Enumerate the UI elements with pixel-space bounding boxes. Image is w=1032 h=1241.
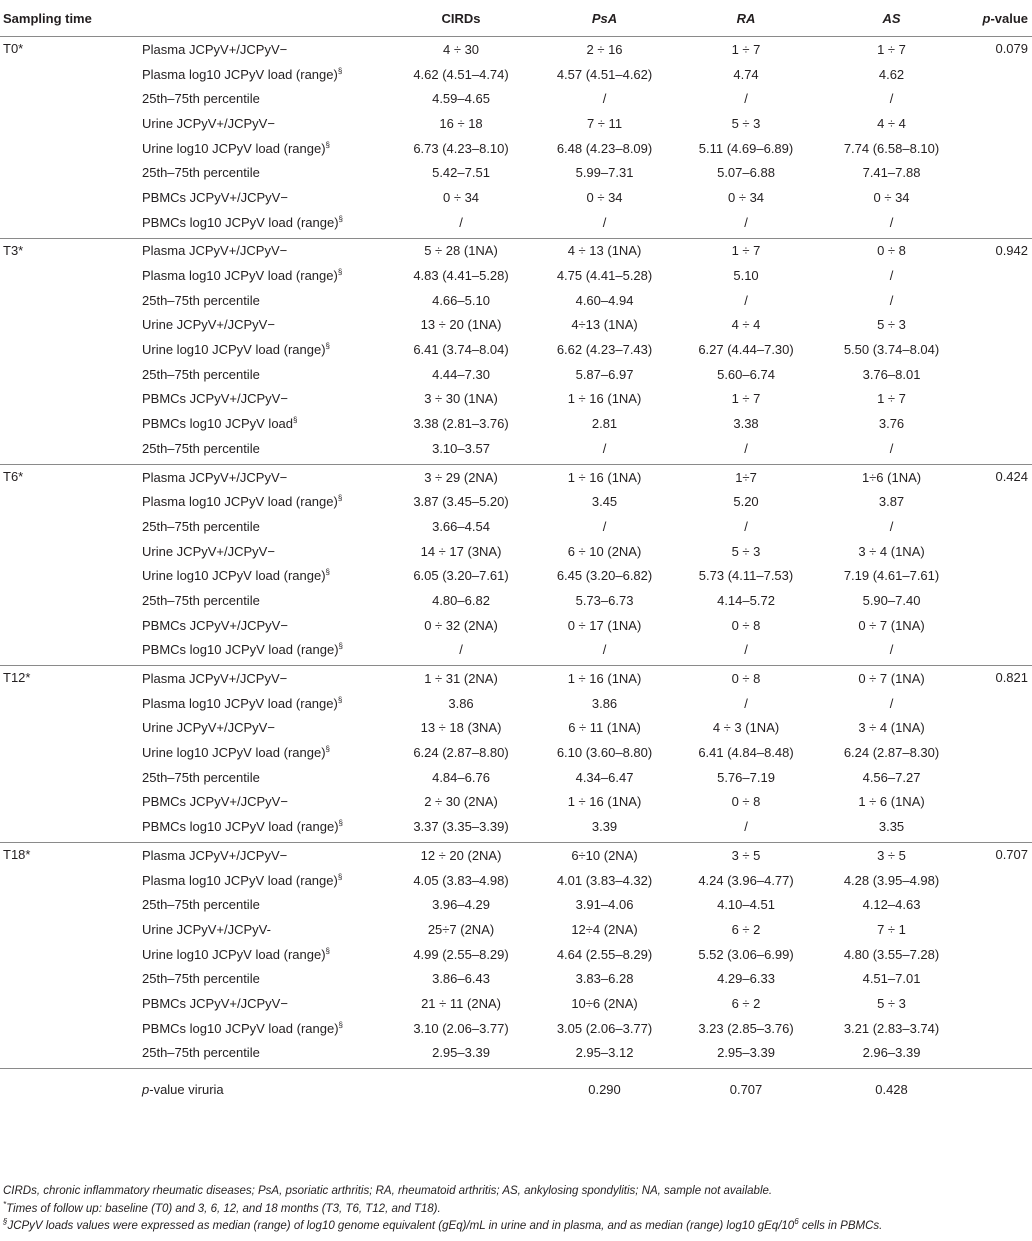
psa-cell: 2.95–3.12 [575, 1045, 634, 1061]
row-label: Plasma JCPyV+/JCPyV− [128, 666, 386, 691]
table-row [0, 37, 1032, 62]
as-cell: 3.35 [878, 819, 905, 835]
ra-cell: / [744, 518, 748, 534]
as-cell: 5 ÷ 3 [877, 317, 906, 333]
row-label: 25th–75th percentile [142, 518, 260, 534]
psa-cell: 4.34–6.47 [575, 769, 634, 785]
ra-cell: 5.10 [733, 268, 759, 284]
cirds-cell: 16 ÷ 18 [439, 115, 483, 131]
ra-cell: / [744, 91, 748, 107]
empty-cell [0, 1069, 128, 1110]
cirds-cell: 6.73 (4.23–8.10) [413, 140, 509, 156]
row-label: 25th–75th percentile [142, 366, 260, 382]
cirds-cell: 2 ÷ 30 (2NA) [424, 794, 498, 810]
footnotes [3, 1183, 1028, 1236]
as-cell: 4.80 (3.55–7.28) [843, 946, 940, 962]
table-row [0, 843, 1032, 868]
table-row [0, 716, 1032, 741]
psa-cell: 1 ÷ 16 (1NA) [536, 666, 673, 691]
cirds-cell: 3.86–6.43 [432, 971, 490, 987]
cirds-cell [386, 1069, 536, 1110]
footnote-abbreviations: CIRDs, chronic inflammatory rheumatic diseases; PsA, psoriatic arthritis; RA, rheumatoid arthritis; AS, ankylosing spondylitis; NA, sample not available. [3, 1185, 773, 1197]
table-row [0, 514, 1032, 539]
psa-cell: 6 ÷ 10 (2NA) [567, 543, 642, 559]
table-row [0, 436, 1032, 464]
psa-cell: 5.73–6.73 [575, 592, 634, 608]
row-label: PBMCs JCPyV+/JCPyV− [142, 794, 288, 810]
table-row [0, 86, 1032, 111]
psa-cell: 6.10 (3.60–8.80) [556, 745, 653, 761]
psa-cell: 6÷10 (2NA) [536, 843, 673, 868]
as-cell: / [889, 268, 894, 284]
ra-cell: 5.73 (4.11–7.53) [698, 568, 794, 584]
as-cell: 5.50 (3.74–8.04) [843, 342, 940, 358]
psa-cell: 4.57 (4.51–4.62) [556, 66, 653, 82]
cirds-cell: 6.41 (3.74–8.04) [413, 342, 509, 358]
ra-cell: 3.23 (2.85–3.76) [698, 1020, 794, 1036]
table-row [0, 638, 1032, 666]
cirds-cell: 3.87 (3.45–5.20) [413, 494, 509, 510]
table-row [0, 539, 1032, 564]
row-label: 25th–75th percentile [142, 897, 260, 913]
ra-cell: / [744, 440, 748, 456]
cirds-cell: 0 ÷ 34 [442, 189, 480, 205]
p-value-cell: 0.707 [964, 843, 1032, 1069]
table-row [0, 489, 1032, 514]
cirds-cell: 5 ÷ 28 (1NA) [386, 238, 536, 263]
sampling-time-cell: T18* [0, 843, 128, 1069]
psa-cell: 4.64 (2.55–8.29) [556, 946, 653, 962]
psa-cell: 4.75 (4.41–5.28) [556, 268, 653, 284]
ra-cell: 5.07–6.88 [717, 165, 775, 181]
ra-cell: 5.52 (3.06–6.99) [698, 946, 794, 962]
as-cell: / [889, 695, 894, 711]
as-cell: 3 ÷ 4 (1NA) [858, 720, 925, 736]
sampling-time-cell: T0* [3, 41, 24, 56]
viruria-row [0, 1069, 1032, 1110]
psa-cell: 1 ÷ 16 (1NA) [567, 391, 642, 407]
table-row [0, 613, 1032, 638]
psa-cell: 2 ÷ 16 [586, 41, 623, 57]
as-cell: 7.19 (4.61–7.61) [843, 568, 940, 584]
psa-cell: 10÷6 (2NA) [571, 995, 638, 1011]
psa-cell: 6 ÷ 11 (1NA) [568, 720, 641, 736]
table-row [0, 868, 1032, 893]
cirds-cell: 4.66–5.10 [432, 292, 490, 308]
ra-cell: 4.24 (3.96–4.77) [698, 872, 794, 888]
as-cell: 6.24 (2.87–8.30) [843, 745, 940, 761]
psa-cell: 12÷4 (2NA) [571, 921, 638, 937]
as-cell: 5.90–7.40 [862, 592, 921, 608]
ra-cell: / [744, 819, 748, 835]
footnote-times: *Times of follow up: baseline (T0) and 3, 6, 12, and 18 months (T3, T6, T12, and T18). [3, 1199, 441, 1215]
as-cell: 3.87 [878, 494, 905, 510]
ra-cell: 5.76–7.19 [717, 769, 775, 785]
as-cell: 2.96–3.39 [862, 1045, 921, 1061]
as-cell: / [889, 440, 894, 456]
table-row [0, 337, 1032, 362]
viruria-ra-value: 0.707 [673, 1069, 819, 1110]
ra-cell: 0 ÷ 8 [731, 617, 761, 633]
row-label: Urine JCPyV+/JCPyV− [142, 317, 275, 333]
p-value-cell: 0.821 [964, 666, 1032, 843]
footnote-loads: §JCPyV loads values were expressed as median (range) of log10 genome equivalent (gEq)/mL in urine and in plasma, and as median (range) log10 gEq/$10^6$ cells in PBMCs. [3, 1217, 883, 1232]
ra-cell: 6.27 (4.44–7.30) [698, 342, 794, 358]
ra-cell: 0 ÷ 8 [731, 794, 761, 810]
as-cell: 3.76–8.01 [862, 366, 921, 382]
table-row [0, 691, 1032, 716]
cirds-cell: 3.96–4.29 [432, 897, 490, 913]
as-cell: 1÷6 (1NA) [819, 464, 964, 489]
table-row [0, 136, 1032, 161]
cirds-cell: 3.10 (2.06–3.77) [413, 1020, 509, 1036]
ra-cell: 0 ÷ 34 [727, 189, 765, 205]
ra-cell: 4.29–6.33 [717, 971, 775, 987]
cirds-cell: 12 ÷ 20 (2NA) [386, 843, 536, 868]
header-as: AS [882, 10, 901, 26]
table-row [0, 563, 1032, 588]
table-row [0, 892, 1032, 917]
psa-cell: 4.60–4.94 [575, 292, 634, 308]
viruria-as-value: 0.428 [819, 1069, 964, 1110]
ra-cell: 1 ÷ 7 [731, 391, 761, 407]
table-row [0, 588, 1032, 613]
psa-cell: 3.83–6.28 [575, 971, 634, 987]
ra-cell: 0 ÷ 8 [673, 666, 819, 691]
ra-cell: / [744, 214, 748, 230]
psa-cell: 0 ÷ 34 [586, 189, 623, 205]
psa-cell: / [602, 440, 607, 456]
cirds-cell: 21 ÷ 11 (2NA) [421, 995, 501, 1011]
ra-cell: 6 ÷ 2 [731, 995, 761, 1011]
row-label: PBMCs log10 JCPyV load (range)§ [142, 642, 343, 658]
table-row [0, 991, 1032, 1016]
row-label: 25th–75th percentile [142, 91, 260, 107]
p-value-cell: 0.079 [995, 41, 1029, 56]
as-cell: 0 ÷ 7 (1NA) [819, 666, 964, 691]
cirds-cell: 3.37 (3.35–3.39) [413, 819, 509, 835]
ra-cell: 5 ÷ 3 [731, 115, 761, 131]
header-cirds: CIRDs [441, 10, 481, 26]
as-cell: / [889, 642, 894, 658]
cirds-cell: 13 ÷ 20 (1NA) [420, 317, 502, 333]
table-row [0, 210, 1032, 238]
row-label: PBMCs JCPyV+/JCPyV− [142, 189, 288, 205]
row-label: 25th–75th percentile [142, 292, 260, 308]
cirds-cell: 0 ÷ 32 (2NA) [424, 617, 498, 633]
row-label: Plasma log10 JCPyV load (range)§ [142, 872, 343, 888]
cirds-cell: 25÷7 (2NA) [427, 921, 495, 937]
row-label: 25th–75th percentile [142, 971, 260, 987]
cirds-cell: 4.59–4.65 [432, 91, 490, 107]
as-cell: 0 ÷ 7 (1NA) [858, 617, 925, 633]
row-label: PBMCs log10 JCPyV load (range)§ [142, 1020, 343, 1036]
table-row [0, 238, 1032, 263]
as-cell: 3.21 (2.83–3.74) [843, 1020, 940, 1036]
ra-cell: 5.60–6.74 [717, 366, 775, 382]
ra-cell: 5 ÷ 3 [731, 543, 761, 559]
ra-cell: 6.41 (4.84–8.48) [698, 745, 794, 761]
cirds-cell: 5.42–7.51 [432, 165, 490, 181]
cirds-cell: 4.44–7.30 [432, 366, 490, 382]
row-label: Urine log10 JCPyV load (range)§ [142, 744, 330, 761]
table-row [0, 362, 1032, 387]
row-label: 25th–75th percentile [142, 769, 260, 785]
sampling-time-cell: T6* [0, 464, 128, 666]
as-cell: 7.74 (6.58–8.10) [843, 140, 940, 156]
table-row [0, 111, 1032, 136]
as-cell: 1 ÷ 7 [877, 41, 906, 57]
row-label: PBMCs log10 JCPyV load§ [142, 415, 298, 432]
as-cell: 4.12–4.63 [862, 897, 921, 913]
row-label: Urine log10 JCPyV load (range)§ [142, 946, 330, 962]
row-label: Plasma log10 JCPyV load (range)§ [142, 695, 343, 711]
as-cell: 7 ÷ 1 [877, 921, 906, 937]
row-label: Urine JCPyV+/JCPyV− [142, 115, 275, 131]
row-label: Urine JCPyV+/JCPyV- [142, 921, 271, 937]
cirds-cell: 2.95–3.39 [432, 1045, 490, 1061]
as-cell: 0 ÷ 34 [873, 189, 910, 205]
row-label: Plasma JCPyV+/JCPyV− [128, 464, 386, 489]
psa-cell: 1 ÷ 16 (1NA) [567, 794, 642, 810]
table-row [0, 387, 1032, 412]
as-cell: 0 ÷ 8 [819, 238, 964, 263]
cirds-cell: 4.62 (4.51–4.74) [413, 66, 509, 82]
psa-cell: 3.05 (2.06–3.77) [556, 1020, 653, 1036]
as-cell: 5 ÷ 3 [877, 995, 906, 1011]
as-cell: 4 ÷ 4 [877, 115, 906, 131]
psa-cell: 6.48 (4.23–8.09) [556, 140, 653, 156]
cirds-cell: 6.05 (3.20–7.61) [413, 568, 509, 584]
cirds-cell: 3.86 [448, 695, 474, 711]
ra-cell: 1÷7 [673, 464, 819, 489]
row-label: Plasma log10 JCPyV load (range)§ [142, 493, 343, 510]
table-row [0, 185, 1032, 210]
table-row [0, 160, 1032, 185]
header-psa: PsA [591, 10, 618, 26]
as-cell: 4.51–7.01 [862, 971, 921, 987]
table-row [0, 917, 1032, 942]
table-row [0, 1041, 1032, 1069]
as-cell: 3 ÷ 5 [819, 843, 964, 868]
table-row [0, 740, 1032, 765]
row-label: Urine log10 JCPyV load (range)§ [142, 341, 330, 358]
row-label: PBMCs JCPyV+/JCPyV− [142, 617, 288, 633]
ra-cell: / [744, 292, 748, 308]
cirds-cell: 4.80–6.82 [432, 592, 490, 608]
psa-cell: 1 ÷ 16 (1NA) [536, 464, 673, 489]
cirds-cell: 3.66–4.54 [432, 518, 490, 534]
ra-cell: / [744, 695, 748, 711]
ra-cell: 6 ÷ 2 [731, 921, 761, 937]
sampling-time-cell: T3* [0, 238, 128, 464]
as-cell: 1 ÷ 6 (1NA) [858, 794, 925, 810]
row-label: PBMCs log10 JCPyV load (range)§ [142, 818, 343, 835]
table-body [0, 37, 1032, 1110]
table-row [0, 966, 1032, 991]
p-value-cell: 0.942 [964, 238, 1032, 464]
ra-cell: 4 ÷ 3 (1NA) [712, 720, 780, 736]
cirds-cell: 4.84–6.76 [432, 769, 490, 785]
as-cell: / [889, 91, 894, 107]
table-row [0, 814, 1032, 842]
table-row [0, 666, 1032, 691]
cirds-cell: 4.99 (2.55–8.29) [413, 946, 509, 962]
as-cell: 3.76 [878, 416, 905, 432]
psa-cell: 4 ÷ 13 (1NA) [536, 238, 673, 263]
cirds-cell: 1 ÷ 31 (2NA) [386, 666, 536, 691]
as-cell: 4.28 (3.95–4.98) [843, 872, 940, 888]
ra-cell: 1 ÷ 7 [731, 41, 761, 57]
row-label: Urine log10 JCPyV load (range)§ [142, 140, 330, 156]
row-label: Urine JCPyV+/JCPyV− [142, 543, 275, 559]
table-row [0, 942, 1032, 967]
cirds-cell: / [459, 642, 463, 658]
psa-cell: 6.45 (3.20–6.82) [556, 568, 653, 584]
cirds-cell: / [459, 214, 463, 230]
row-label: 25th–75th percentile [142, 165, 260, 181]
viruria-psa-value: 0.290 [536, 1069, 673, 1110]
row-label: Plasma JCPyV+/JCPyV− [142, 41, 288, 57]
as-cell: / [889, 214, 894, 230]
psa-cell: / [602, 91, 607, 107]
cirds-cell: 3 ÷ 30 (1NA) [424, 391, 498, 407]
row-label: Plasma JCPyV+/JCPyV− [128, 843, 386, 868]
ra-cell: 2.95–3.39 [717, 1045, 775, 1061]
psa-cell: 6.62 (4.23–7.43) [556, 342, 653, 358]
sampling-time-cell: T12* [0, 666, 128, 843]
psa-cell: 4.01 (3.83–4.32) [556, 872, 653, 888]
as-cell: 4.56–7.27 [862, 769, 921, 785]
psa-cell: 3.91–4.06 [575, 897, 634, 913]
row-label: PBMCs JCPyV+/JCPyV− [142, 391, 288, 407]
header-row [0, 0, 1032, 37]
header-p-value: p-value [982, 10, 1029, 26]
table-row [0, 790, 1032, 815]
row-label: 25th–75th percentile [142, 440, 260, 456]
row-label: Urine log10 JCPyV load (range)§ [142, 567, 330, 584]
psa-cell: 2.81 [591, 416, 618, 432]
psa-cell: 5.87–6.97 [575, 366, 634, 382]
cirds-cell: 3.38 (2.81–3.76) [413, 416, 509, 432]
table-row [0, 1016, 1032, 1041]
cirds-cell: 6.24 (2.87–8.80) [413, 745, 509, 761]
ra-cell: 4.14–5.72 [717, 592, 775, 608]
psa-cell: / [602, 642, 607, 658]
table-row [0, 263, 1032, 288]
cirds-cell: 13 ÷ 18 (3NA) [420, 720, 502, 736]
ra-cell: 3 ÷ 5 [673, 843, 819, 868]
header-ra: RA [736, 10, 756, 26]
row-label: 25th–75th percentile [142, 1045, 260, 1061]
table-row [0, 288, 1032, 313]
psa-cell: / [602, 518, 607, 534]
ra-cell: 3.38 [733, 416, 759, 432]
row-label: Plasma JCPyV+/JCPyV− [128, 238, 386, 263]
table-row [0, 62, 1032, 87]
row-label: Plasma log10 JCPyV load (range)§ [142, 267, 343, 284]
cirds-cell: 14 ÷ 17 (3NA) [420, 543, 502, 559]
row-label: Plasma log10 JCPyV load (range)§ [142, 66, 343, 82]
as-cell: 4.62 [878, 66, 905, 82]
table-row [0, 411, 1032, 436]
psa-cell: / [602, 214, 607, 230]
psa-cell: 7 ÷ 11 [586, 115, 623, 131]
psa-cell: 3.39 [591, 819, 618, 835]
p-value-cell: 0.424 [964, 464, 1032, 666]
cirds-cell: 4 ÷ 30 [442, 41, 480, 57]
ra-cell: 4 ÷ 4 [731, 317, 761, 333]
cirds-cell: 3.10–3.57 [432, 440, 490, 456]
cirds-cell: 3 ÷ 29 (2NA) [386, 464, 536, 489]
row-label: Urine JCPyV+/JCPyV− [142, 720, 275, 736]
row-label: PBMCs log10 JCPyV load (range)§ [142, 214, 343, 230]
as-cell: 7.41–7.88 [862, 165, 921, 181]
ra-cell: 5.11 (4.69–6.89) [698, 140, 794, 156]
table-row [0, 313, 1032, 338]
ra-cell: / [744, 642, 748, 658]
ra-cell: 5.20 [733, 494, 759, 510]
ra-cell: 1 ÷ 7 [673, 238, 819, 263]
row-label: PBMCs JCPyV+/JCPyV− [142, 995, 288, 1011]
as-cell: 1 ÷ 7 [877, 391, 906, 407]
viruria-label: p-value viruria [128, 1069, 386, 1110]
as-cell: 3 ÷ 4 (1NA) [858, 543, 925, 559]
empty-cell [964, 1069, 1032, 1110]
cirds-cell: 4.83 (4.41–5.28) [413, 268, 509, 284]
psa-cell: 4÷13 (1NA) [571, 317, 638, 333]
table-row [0, 765, 1032, 790]
ra-cell: 4.10–4.51 [717, 897, 775, 913]
psa-cell: 5.99–7.31 [575, 165, 634, 181]
table-row [0, 464, 1032, 489]
as-cell: / [889, 292, 894, 308]
psa-cell: 3.45 [591, 494, 618, 510]
as-cell: / [889, 518, 894, 534]
row-label: 25th–75th percentile [142, 592, 260, 608]
psa-cell: 0 ÷ 17 (1NA) [567, 617, 642, 633]
cirds-cell: 4.05 (3.83–4.98) [413, 872, 509, 888]
psa-cell: 3.86 [591, 695, 618, 711]
ra-cell: 4.74 [733, 66, 759, 82]
header-sampling-time: Sampling time [3, 10, 92, 26]
